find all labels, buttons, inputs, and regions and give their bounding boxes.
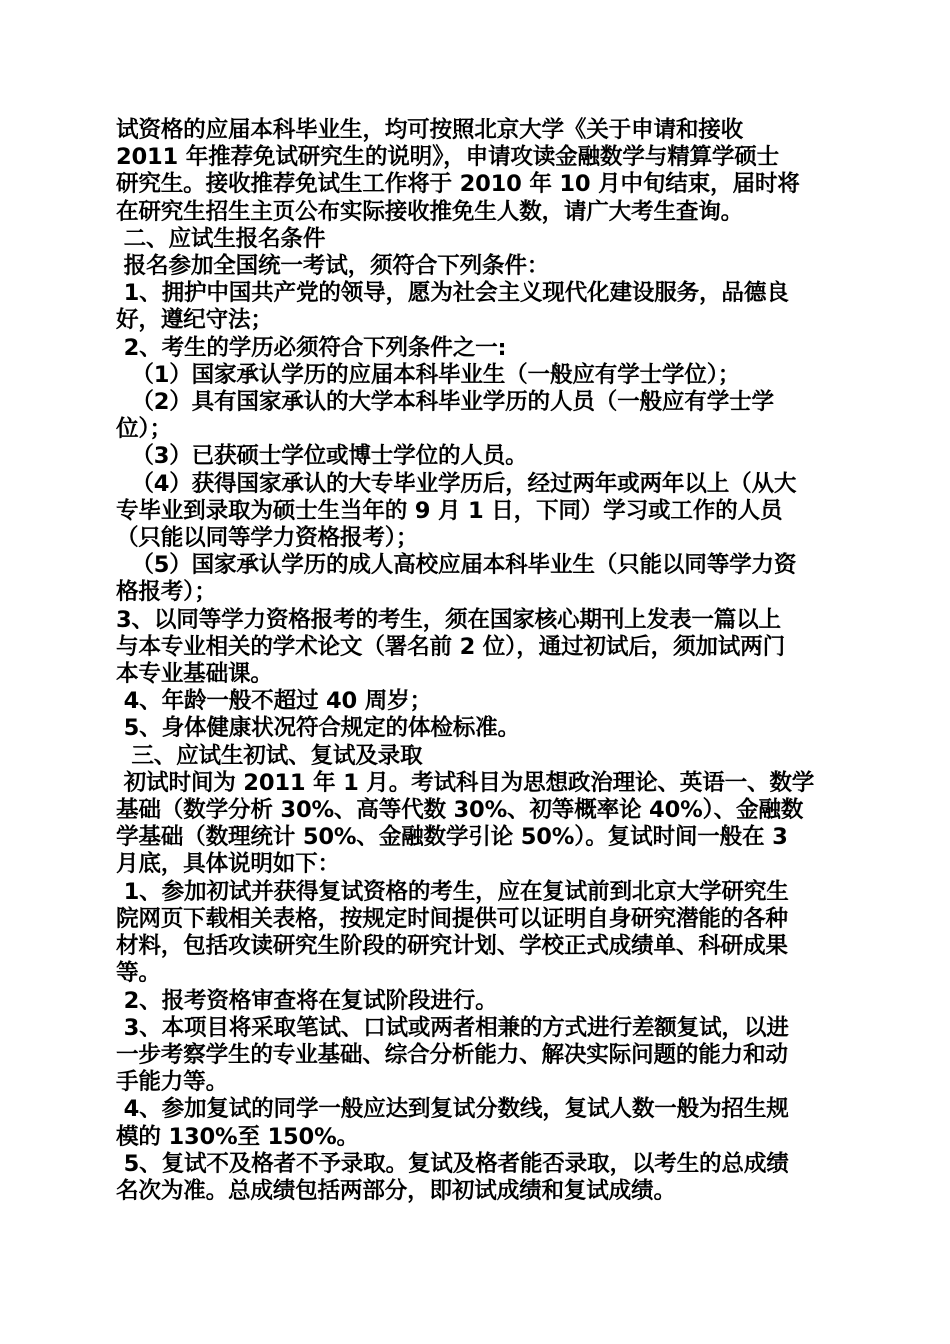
text-line: 等。 <box>116 960 161 987</box>
text-line: 5、复试不及格者不予录取。复试及格者能否录取，以考生的总成绩 <box>116 1150 789 1177</box>
text-line: 4、参加复试的同学一般应达到复试分数线，复试人数一般为招生规 <box>116 1096 789 1123</box>
text-line: 2、考生的学历必须符合下列条件之一: <box>116 334 507 361</box>
text-line: 试资格的应届本科毕业生，均可按照北京大学《关于申请和接收 <box>116 117 744 143</box>
text-line: （1）国家承认学历的应届本科毕业生（一般应有学士学位）； <box>116 361 741 388</box>
text-line: 报名参加全国统一考试，须符合下列条件： <box>116 253 550 280</box>
text-line: 材料，包括攻读研究生阶段的研究计划、学校正式成绩单、科研成果 <box>116 933 788 960</box>
text-line: 2011 年推荐免试研究生的说明》，申请攻读金融数学与精算学硕士 <box>116 144 780 171</box>
text-line: 院网页下载相关表格，按规定时间提供可以证明自身研究潜能的各种 <box>116 905 788 932</box>
text-line: 研究生。接收推荐免试生工作将于 2010 年 10 月中旬结束，届时将 <box>116 171 800 198</box>
text-line: 3、本项目将采取笔试、口试或两者相兼的方式进行差额复试，以进 <box>116 1014 789 1041</box>
text-line: 月底，具体说明如下： <box>116 851 340 878</box>
text-line: 位）； <box>116 416 172 443</box>
text-line: 3、以同等学力资格报考的考生，须在国家核心期刊上发表一篇以上 <box>116 606 781 633</box>
text-line: 好，遵纪守法； <box>116 307 273 334</box>
text-line: 本专业基础课。 <box>116 661 273 688</box>
text-line: 1、参加初试并获得复试资格的考生，应在复试前到北京大学研究生 <box>116 878 789 905</box>
text-line: （只能以同等学力资格报考）； <box>116 525 419 552</box>
text-line: （4）获得国家承认的大专毕业学历后，经过两年或两年以上（从大 <box>116 470 797 497</box>
text-line: （3）已获硕士学位或博士学位的人员。 <box>116 443 528 470</box>
section-heading: 三、应试生初试、复试及录取 <box>116 742 423 769</box>
text-line: 学基础（数理统计 50%、金融数学引论 50%）。复试时间一般在 3 <box>116 824 788 851</box>
text-line: （2）具有国家承认的大学本科毕业学历的人员（一般应有学士学 <box>116 389 774 416</box>
text-line: 格报考）； <box>116 579 217 606</box>
text-line: 1、拥护中国共产党的领导，愿为社会主义现代化建设服务，品德良 <box>116 280 789 307</box>
section-heading: 二、应试生报名条件 <box>116 225 326 252</box>
text-line: 在研究生招生主页公布实际接收推免生人数，请广大考生查询。 <box>116 198 744 225</box>
text-line: 手能力等。 <box>116 1069 228 1096</box>
text-line: 2、报考资格审查将在复试阶段进行。 <box>116 987 498 1014</box>
text-line: （5）国家承认学历的成人高校应届本科毕业生（只能以同等学力资 <box>116 552 797 579</box>
text-line: 初试时间为 2011 年 1 月。考试科目为思想政治理论、英语一、数学 <box>116 769 815 796</box>
text-line: 模的 130%至 150%。 <box>116 1123 359 1150</box>
document-body <box>116 117 838 1205</box>
text-line: 5、身体健康状况符合规定的体检标准。 <box>116 715 520 742</box>
text-line: 基础（数学分析 30%、高等代数 30%、初等概率论 40%）、金融数 <box>116 797 804 824</box>
text-line: 一步考察学生的专业基础、综合分析能力、解决实际问题的能力和动 <box>116 1041 788 1068</box>
text-line: 专毕业到录取为硕士生当年的 9 月 1 日，下同）学习或工作的人员 <box>116 497 783 524</box>
text-line: 4、年龄一般不超过 40 周岁； <box>116 688 432 715</box>
text-line: 与本专业相关的学术论文（署名前 2 位），通过初试后，须加试两门 <box>116 633 785 660</box>
text-line: 名次为准。总成绩包括两部分，即初试成绩和复试成绩。 <box>116 1177 676 1204</box>
